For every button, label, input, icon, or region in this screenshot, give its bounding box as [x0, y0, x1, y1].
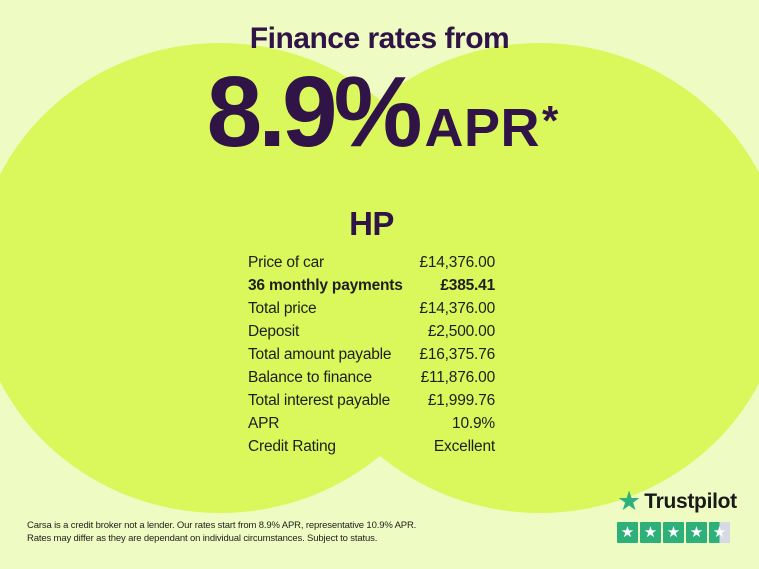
rating-star-full-icon: ★	[663, 522, 684, 543]
row-value: £2,500.00	[427, 323, 495, 340]
rating-star-full-icon: ★	[686, 522, 707, 543]
rating-star-full-icon: ★	[640, 522, 661, 543]
rating-star-full-icon: ★	[617, 522, 638, 543]
table-row-deposit	[248, 323, 495, 346]
row-value: £16,375.76	[419, 346, 495, 363]
finance-breakdown-panel	[248, 205, 495, 461]
table-row-balance-to-finance	[248, 369, 495, 392]
headline-finance-rates: Finance rates from	[249, 22, 510, 55]
row-value: £14,376.00	[419, 300, 495, 317]
row-value: £11,876.00	[420, 369, 495, 386]
trustpilot-logo	[617, 488, 742, 515]
rate-display	[6, 56, 759, 168]
row-value: £14,376.00	[419, 254, 495, 271]
table-row-monthly-payments	[248, 277, 495, 300]
row-label: Credit Rating	[248, 438, 336, 455]
row-label: Total amount payable	[248, 346, 392, 363]
rate-apr-label: APR	[424, 98, 541, 158]
legal-disclaimer	[27, 519, 416, 545]
disclaimer-line-2: Rates may differ as they are dependant on individual circumstances. Subject to status.	[27, 533, 378, 544]
table-row-apr	[248, 415, 495, 438]
table-row-price-of-car	[248, 254, 495, 277]
row-label: 36 monthly payments	[248, 277, 403, 294]
row-label: Deposit	[248, 323, 300, 340]
finance-product-title: HP	[349, 205, 394, 242]
finance-table	[248, 254, 495, 461]
table-row-total-price	[248, 300, 495, 323]
trustpilot-widget	[617, 488, 742, 543]
row-label: Price of car	[248, 254, 324, 271]
row-label: Total interest payable	[248, 392, 391, 409]
row-label: Balance to finance	[248, 369, 372, 386]
row-label: Total price	[248, 300, 317, 317]
footnote-asterisk: *	[542, 97, 559, 144]
row-value: £1,999.76	[427, 392, 495, 409]
rating-star-half-icon: ★	[709, 522, 730, 543]
table-row-total-amount-payable	[248, 346, 495, 369]
table-row-credit-rating	[248, 438, 495, 461]
trustpilot-star-icon: ★	[617, 486, 642, 516]
trustpilot-wordmark: Trustpilot	[644, 489, 737, 513]
row-value: 10.9%	[452, 415, 495, 432]
row-value: Excellent	[433, 438, 495, 455]
table-row-total-interest-payable	[248, 392, 495, 415]
rate-value: 8.9%	[206, 56, 419, 168]
row-label: APR	[248, 415, 280, 432]
trustpilot-rating-stars	[617, 522, 742, 543]
row-value: £385.41	[440, 277, 495, 294]
disclaimer-line-1: Carsa is a credit broker not a lender. Our rates start from 8.9% APR, representative 10.9% APR.	[27, 520, 417, 531]
